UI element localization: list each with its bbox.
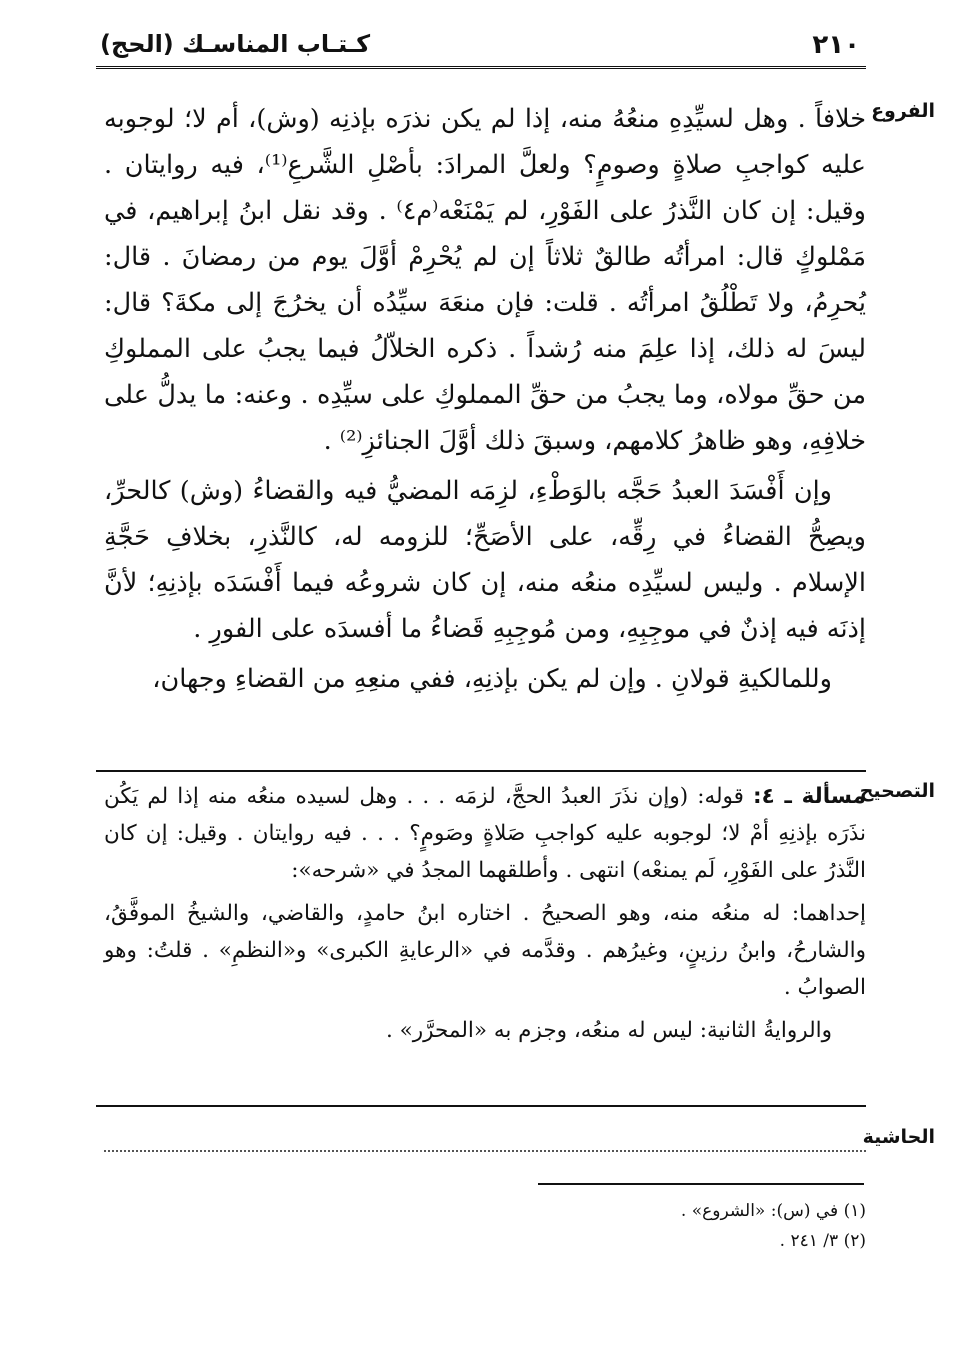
main-text-block xyxy=(104,96,866,706)
tashih-paragraph-3: والروايةُ الثانية: ليس له منعُه، وجزم به «المحرَّر» . xyxy=(385,1018,832,1043)
hashiya-dotted-line xyxy=(104,1150,866,1152)
tashih-paragraph-1 xyxy=(104,778,866,889)
footnotes xyxy=(366,1196,866,1256)
footnote-2: (٢) ٣/ ٢٤١ . xyxy=(779,1231,866,1251)
label-tashih: التصحيح xyxy=(859,780,935,802)
label-hashiya: الحاشية xyxy=(862,1126,935,1148)
main-paragraph-2: وإن أَفْسَدَ العبدُ حَجَّه بالوَطْءِ، لزِمَه المضيُّ فيه والقضاءُ (وش) كالحرِّ، ويصِحُّ القضاءُ في رِقِّه، على الأصَحِّ؛ للزومه له، كالنَّذرِ، بخلافِ حَجَّةِ الإسلام . وليس لسيِّدِه منعُه منه، إن كان شروعُه فيما أَفْسَدَه بإذنِهِ؛ لأنَّ إذنَه فيه إذنٌ في موجِبِهِ، ومن مُوجِبِهِ قَضاءُ ما أفسدَه على الفورِ . xyxy=(104,476,866,644)
tashih-block xyxy=(104,778,866,1055)
label-furu: الفروع xyxy=(871,100,935,122)
footnote-divider xyxy=(538,1183,864,1185)
main-paragraph-3: وللمالكيةِ قولانِ . وإن لم يكن بإذنِهِ، ففي منعِهِ من القضاءِ وجهان، xyxy=(152,664,832,694)
running-title: كـتـاب المناسـك (الحج) xyxy=(100,30,371,58)
page-header xyxy=(96,26,866,69)
footnote-1: (١) في (س): «الشروع» . xyxy=(680,1201,866,1221)
masala-label: مسألة ـ ٤: xyxy=(753,784,866,809)
page-number: ٢١٠ xyxy=(812,30,860,60)
tashih-divider xyxy=(96,1105,866,1107)
main-divider xyxy=(96,770,866,772)
main-paragraph-1: خلافاً . وهل لسيِّدِهِ منعُهُ منه، إذا لم يكن نذرَه بإذنِه (وش)، أم لا؛ لوجوبه عليه كواجبِ صلاةٍ وصومٍ؟ ولعلَّ المرادَ: بأصْلِ الشَّرعِ⁽¹⁾، فيه روايتان . وقيل: إن كان النَّذرُ على الفَوْرِ، لم يَمْنَعْه⁽م٤⁾ . وقد نقل ابنُ إبراهيم، في مَمْلوكٍ قال: امرأتُه طالقٌ ثلاثاً إن لم يُحْرِمْ أوَّلَ يوم من رمضانَ . قال: يُحرِمُ، ولا تَطْلُقُ امرأتُه . قلت: فإن منعَهَ سيِّدُه أن يخرُجَ إلى مكةَ؟ قال: ليسَ له ذلك، إذا علِمَ منه رُشداً . ذكره الخلاّلُ فيما يجبُ على المملوكِ من حقِّ مولاه، وما يجبُ من حقِّ المملوكِ على سيِّدِه . وعنه: ما يدلُّ على خلافِهِ، وهو ظاهرُ كلامهم، وسبقَ ذلك أوَّلَ الجنائزِ⁽²⁾ . xyxy=(104,104,867,456)
tashih-paragraph-2: إحداهما: له منعُه منه، وهو الصحيحُ . اختاره ابنُ حامدٍ، والقاضي، والشيخُ الموفَّقُ، والشارحُ، وابنُ رزينٍ، وغيرُهم . وقدَّمه في «الرعايةِ الكبرى» و«النظمِ» . قلتُ: وهو الصوابُ . xyxy=(104,901,866,1000)
tashih-text-1: قوله: (وإن نذَرَ العبدُ الحجَّ، لزمَه . . . وهل لسيده منعُه منه إذا لم يَكُن نذَرَه بإذنِهِ أمْ لا؛ لوجوبه عليه كواجبِ صَلاةٍ وصَومٍ؟ . . . فيه روايتان . وقيل: إن كان النَّذرُ على الفَوْرِ، لَم يمنعْه) انتهى . وأطلقهما المجدُ في «شرحه»: xyxy=(104,784,866,883)
